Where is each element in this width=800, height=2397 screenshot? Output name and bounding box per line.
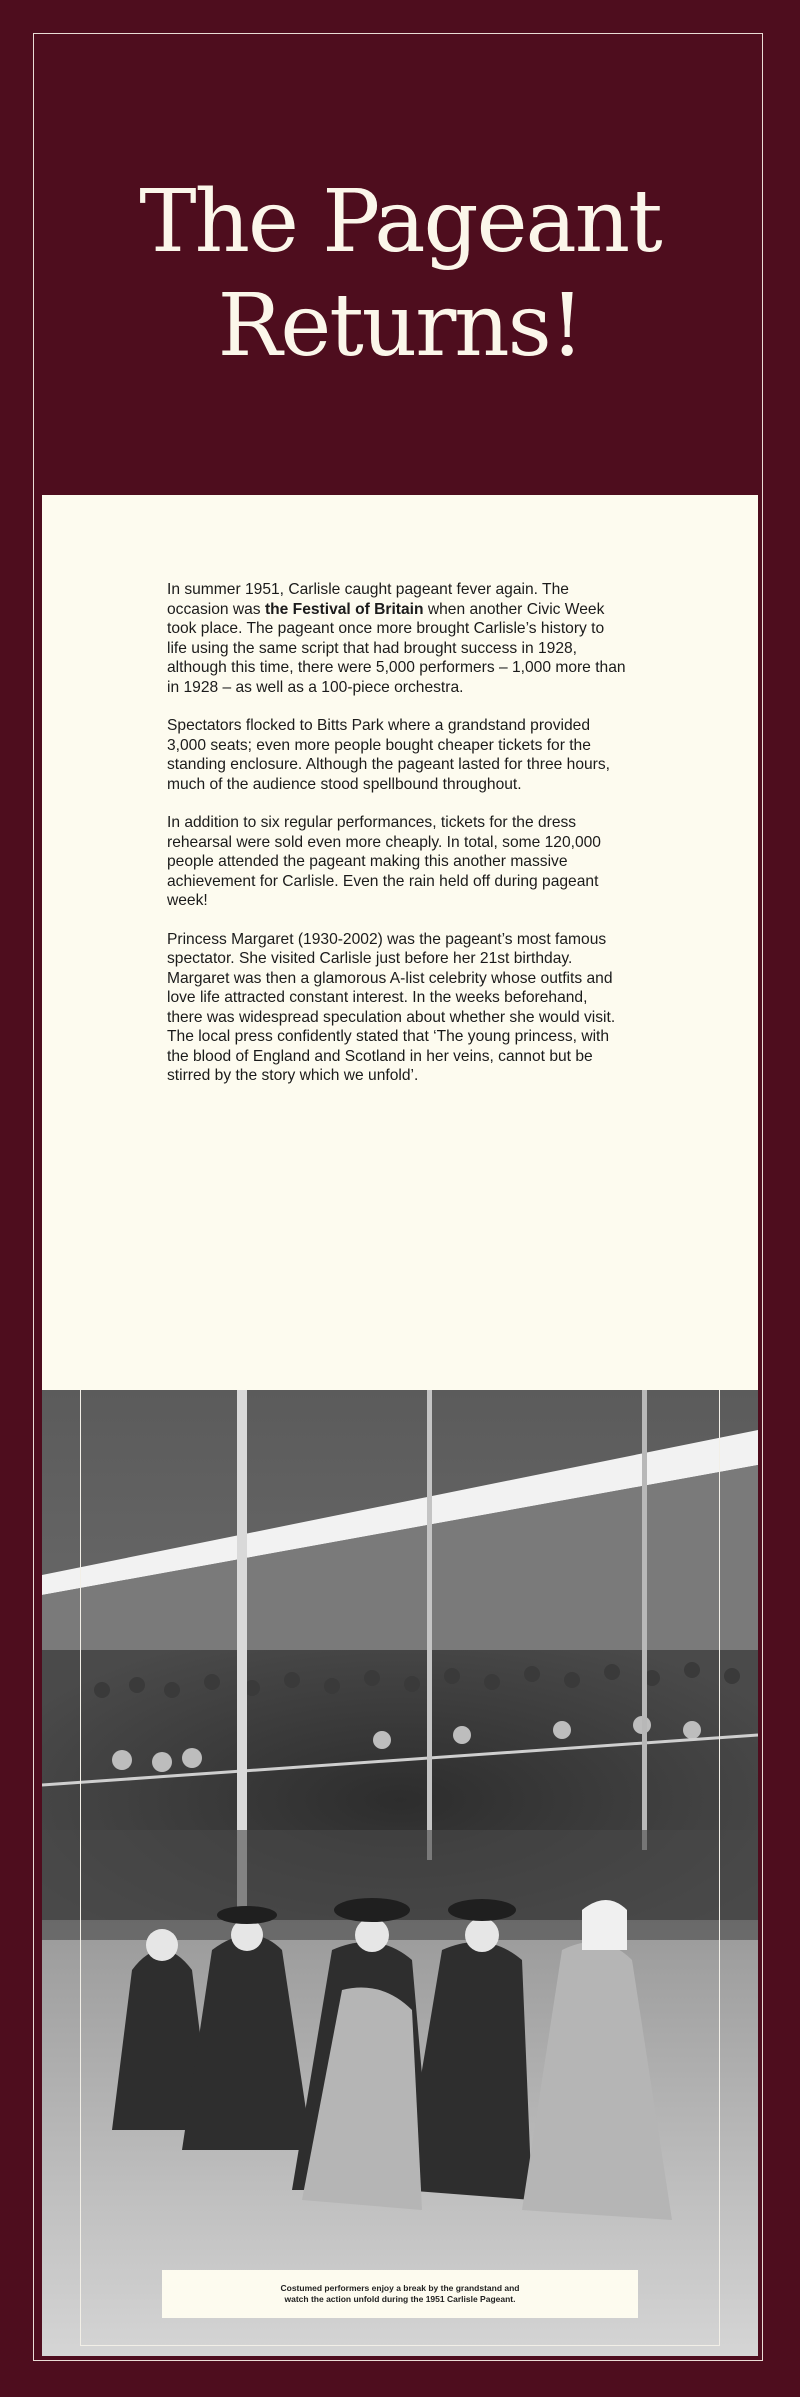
paragraph-1-end: when another Civic Week took place. The pageant once more brought Carlisle’s history to life using the same script that had brought success in 1928, although this time, there were 5,000 performers – 1,000 more than in 1928 – as well as a 100-piece orchestra.: [167, 600, 626, 696]
paragraph-1-start: In summer 1951, Carlisle caught pageant fever again. The occasion was: [167, 581, 569, 618]
paragraph-2: Spectators flocked to Bitts Park where a grandstand provided 3,000 seats; even more people bought cheaper tickets for the standing enclosure. Although the pageant lasted for three hours, much of the audience stood spellbound throughout.: [167, 717, 610, 793]
caption-line-1: Costumed performers enjoy a break by the grandstand and: [280, 2283, 520, 2293]
pageant-photo: [42, 1390, 758, 2356]
grandstand-illustration: [42, 1390, 758, 2356]
paragraph-4: Princess Margaret (1930-2002) was the pageant’s most famous spectator. She visited Carlisle just before her 21st birthday. Margaret was then a glamorous A-list celebrity whose outfits and love life attracted constant interest. In the weeks beforehand, there was widespread speculation about whether she would visit. The local press confidently stated that ‘The young princess, with the blood of England and Scotland in her veins, cannot but be stirred by the story which we unfold’.: [167, 930, 616, 1084]
festival-of-britain-emphasis: the Festival of Britain: [264, 600, 424, 618]
paragraph-1: [167, 580, 627, 697]
photo-caption: [162, 2270, 638, 2318]
body-text: [167, 580, 627, 1105]
page-title: [40, 170, 760, 378]
title-line-1: The Pageant: [139, 172, 661, 272]
title-line-2: Returns!: [217, 276, 583, 376]
paragraph-3: In addition to six regular performances, tickets for the dress rehearsal were sold even more cheaply. In total, some 120,000 people attended the pageant making this another massive achievement for Carlisle. Even the rain held off during pageant week!: [167, 814, 601, 909]
caption-line-2: watch the action unfold during the 1951 Carlisle Pageant.: [284, 2294, 516, 2304]
